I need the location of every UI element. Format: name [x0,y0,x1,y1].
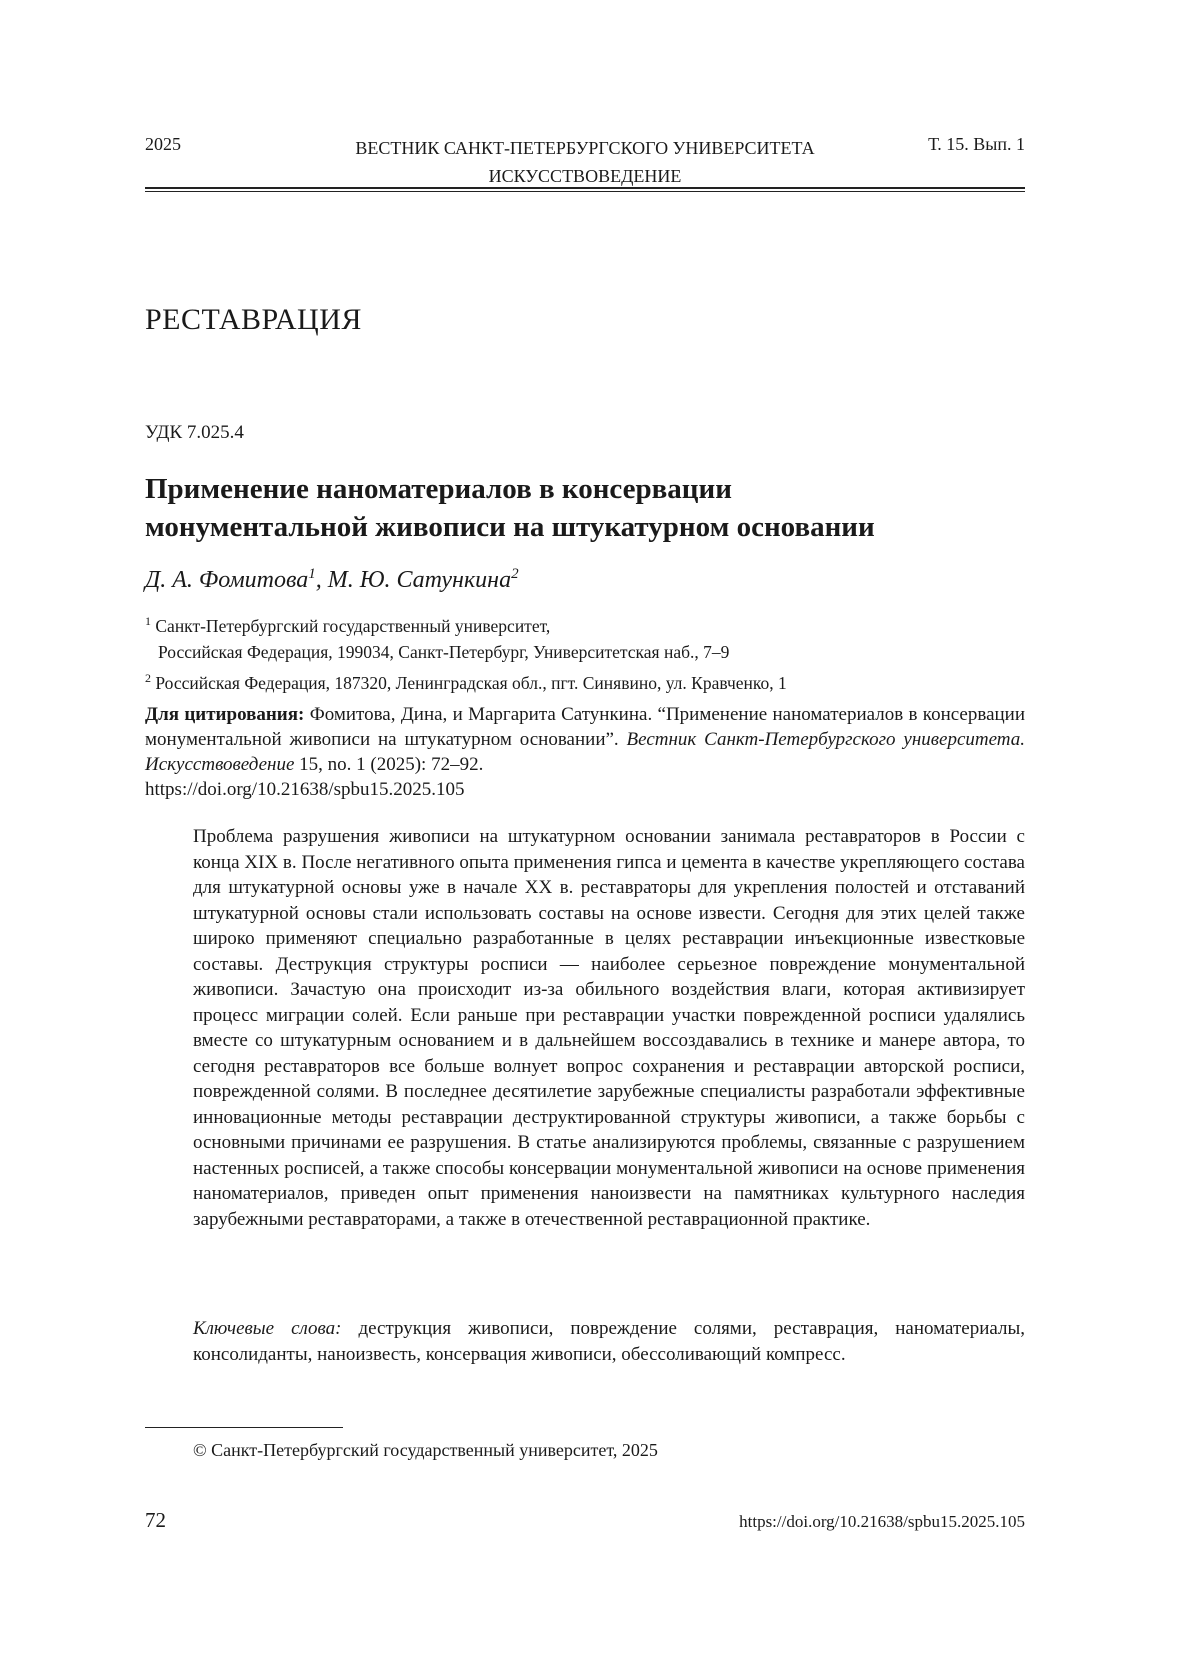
affiliation-2 [145,665,787,696]
affiliation-mark: 1 [145,614,151,628]
keywords-label: Ключевые слова: [193,1318,342,1339]
citation-journal: Вестник Санкт-Петербургского университета. Искусствоведение [145,729,1025,775]
running-header [145,126,1025,196]
affiliation-text: Российская Федерация, 187320, Ленинградская обл., пгт. Синявино, ул. Кравченко, 1 [155,672,787,693]
footnote-divider [145,1427,343,1428]
affiliation-text: Санкт-Петербургский государственный университет, [155,615,551,636]
citation-doi-link[interactable]: https://doi.org/10.21638/spbu15.2025.105 [145,779,465,800]
author-affiliation-mark: 2 [511,566,519,582]
article-title-line2: монументальной живописи на штукатурном основании [145,511,875,543]
affiliation-1-address: Российская Федерация, 199034, Санкт-Петербург, Университетская наб., 7–9 [158,641,730,662]
header-journal-line2: ИСКУССТВОВЕДЕНИЕ [488,166,682,186]
header-divider [145,187,1025,192]
authors: Д. А. Фомитова$^1$, М. Ю. Сатункина$^2$ [145,566,519,593]
udk-code: УДК 7.025.4 [145,422,244,443]
author-name: М. Ю. Сатункина [327,567,512,593]
citation-label: Для цитирования: [145,704,305,725]
header-year: 2025 [145,134,181,154]
header-volume: Т. 15. Вып. 1 [928,134,1025,154]
affiliations [145,608,787,696]
header-journal-title [145,134,1025,190]
footer-doi-link[interactable]: https://doi.org/10.21638/spbu15.2025.105 [739,1512,1025,1531]
citation-text: Фомитова, Дина, и Маргарита Сатункина. “Применение наноматериалов в консервации монументальной живописи на штукатурном основании”. [145,704,1025,750]
header-journal-line1: ВЕСТНИК САНКТ-ПЕТЕРБУРГСКОГО УНИВЕРСИТЕТА [355,138,815,158]
author-name: Д. А. Фомитова [145,567,309,593]
article-title-line1: Применение наноматериалов в консервации [145,473,732,505]
section-title: РЕСТАВРАЦИЯ [145,303,362,336]
citation-volume: 15, no. 1 (2025): 72–92. [294,754,484,775]
keywords-text: деструкция живописи, повреждение солями, реставрация, наноматериалы, консолиданты, наноизвесть, консервация живописи, обессоливающий компресс. [193,1318,1025,1365]
affiliation-mark: 2 [145,670,151,685]
article-title [145,470,1025,546]
copyright-notice: © Санкт-Петербургский государственный университет, 2025 [193,1440,658,1460]
abstract: Проблема разрушения живописи на штукатурном основании занимала реставраторов в России с конца XIX в. После негативного опыта применения гипса и цемента в качестве укрепляющего состава для штукатурной основы уже в начале XX в. реставраторы для укрепления полостей и отставаний штукатурной основы стали использовать составы на основе извести. Сегодня для этих целей также широко применяют специально разработанные в целях реставрации инъекционные известковые составы. Деструкция структуры росписи — наиболее серьезное повреждение монументальной живописи. Зачастую она происходит из-за обильного воздействия влаги, которая активизирует процесс миграции солей. Если раньше при реставрации участки поврежденной росписи удалялись вместе со штукатурным основанием и в дальнейшем воссоздавались в технике и манере автора, то сегодня реставраторов все больше волнует вопрос сохранения и реставрации авторской росписи, поврежденной солями. В последнее десятилетие зарубежные специалисты разработали эффективные инновационные методы реставрации деструктированной структуры живописи, а также борьбы с основными причинами ее разрушения. В статье анализируются проблемы, связанные с разрушением настенных росписей, а также способы консервации монументальной живописи на основе применения наноматериалов, приведен опыт применения наноизвести на памятниках культурного наследия зарубежными реставраторами, а также в отечественной реставрационной практике. [193,826,1025,1230]
affiliation-1 [145,608,787,639]
keywords [193,1316,1025,1367]
page-number: 72 [145,1508,166,1532]
citation-block [145,702,1025,802]
author-affiliation-mark: 1 [308,566,316,582]
